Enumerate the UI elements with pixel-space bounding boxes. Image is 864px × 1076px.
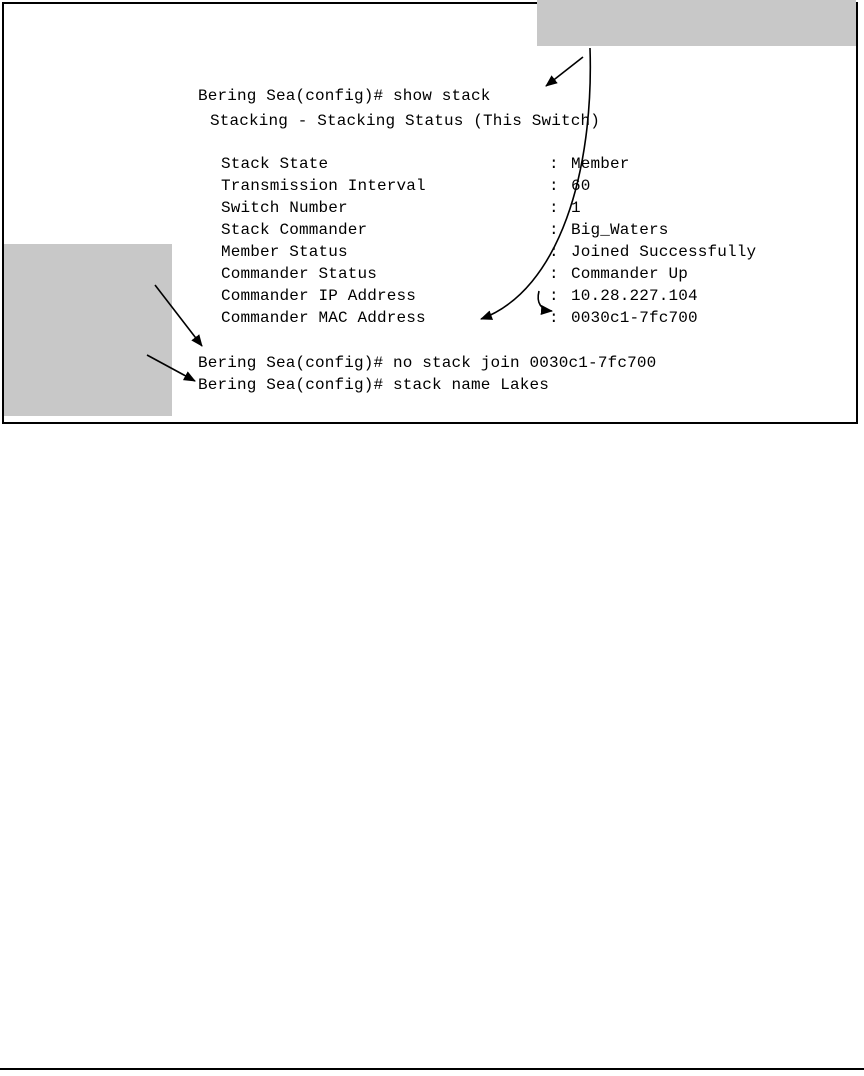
row-label-commander-status: Commander Status (221, 265, 378, 283)
command-stack-name: Bering Sea(config)# stack name Lakes (198, 376, 550, 394)
row-value-stack-commander: Big_Waters (571, 221, 669, 239)
row-value-switch-number: 1 (571, 199, 581, 217)
command-no-stack-join: Bering Sea(config)# no stack join 0030c1-7fc700 (198, 354, 657, 372)
row-colon: : (549, 287, 559, 305)
row-label-commander-mac-address: Commander MAC Address (221, 309, 426, 327)
row-label-transmission-interval: Transmission Interval (221, 177, 426, 195)
command-show-stack: Bering Sea(config)# show stack (198, 87, 491, 105)
row-colon: : (549, 309, 559, 327)
row-colon: : (549, 155, 559, 173)
stacking-status-heading: Stacking - Stacking Status (This Switch) (210, 112, 601, 130)
row-colon: : (549, 221, 559, 239)
row-label-commander-ip-address: Commander IP Address (221, 287, 417, 305)
row-value-commander-status: Commander Up (571, 265, 689, 283)
row-colon: : (549, 199, 559, 217)
row-colon: : (549, 177, 559, 195)
footer-rule (0, 1068, 864, 1070)
row-value-commander-mac-address: 0030c1-7fc700 (571, 309, 698, 327)
row-label-stack-state: Stack State (221, 155, 329, 173)
row-colon: : (549, 243, 559, 261)
row-value-commander-ip-address: 10.28.227.104 (571, 287, 698, 305)
callout-box-top (537, 0, 856, 46)
callout-box-left (4, 244, 172, 416)
row-label-stack-commander: Stack Commander (221, 221, 368, 239)
row-value-member-status: Joined Successfully (571, 243, 757, 261)
row-colon: : (549, 265, 559, 283)
row-value-transmission-interval: 60 (571, 177, 591, 195)
row-value-stack-state: Member (571, 155, 630, 173)
row-label-member-status: Member Status (221, 243, 348, 261)
row-label-switch-number: Switch Number (221, 199, 348, 217)
